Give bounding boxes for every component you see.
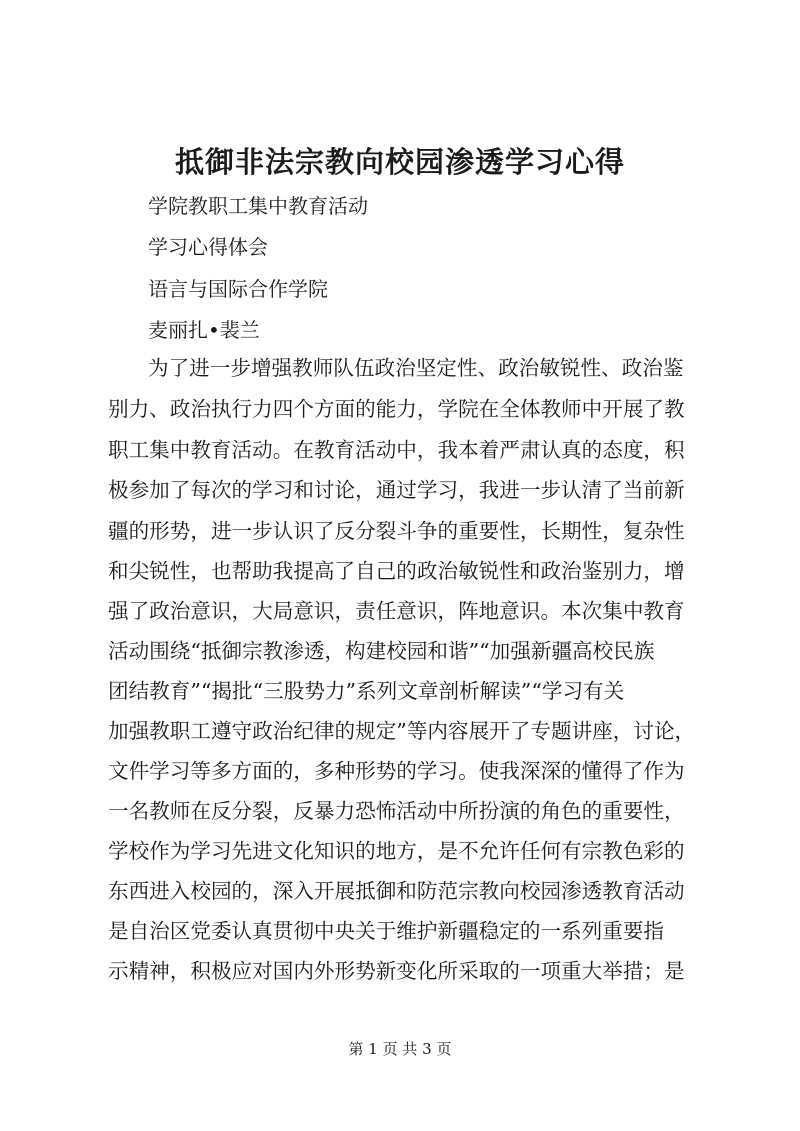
- body-line: 为了进一步增强教师队伍政治坚定性、政治敏锐性、政治鉴: [148, 356, 684, 380]
- body-line: 活动围绕“抵御宗教渗透，构建校园和谐”“加强新疆高校民族: [108, 639, 655, 663]
- body-line: 强了政治意识，大局意识，责任意识，阵地意识。本次集中教育: [108, 599, 685, 623]
- body-line: 示精神，积极应对国内外形势新变化所采取的一项重大举措；是: [108, 959, 685, 983]
- body-line: 团结教育”“揭批“三股势力”系列文章剖析解读”“学习有关: [108, 679, 625, 703]
- body-line: 职工集中教育活动。在教育活动中，我本着严肃认真的态度，积: [108, 438, 685, 462]
- body-line: 一名教师在反分裂，反暴力恐怖活动中所扮演的角色的重要性，: [108, 799, 685, 823]
- meta-line-author: 麦丽扎•裴兰: [148, 318, 260, 342]
- body-line: 极参加了每次的学习和讨论，通过学习，我进一步认清了当前新: [108, 478, 685, 502]
- body-line: 文件学习等多方面的，多种形势的学习。使我深深的懂得了作为: [108, 759, 685, 783]
- body-line: 是自治区党委认真贯彻中央关于维护新疆稳定的一系列重要指: [108, 919, 665, 943]
- page-footer: 第 1 页 共 3 页: [348, 1040, 452, 1058]
- body-line: 别力、政治执行力四个方面的能力，学院在全体教师中开展了教: [108, 397, 685, 421]
- body-line: 加强教职工遵守政治纪律的规定”等内容展开了专题讲座，讨论，: [108, 719, 696, 743]
- meta-line-subtitle: 学习心得体会: [148, 235, 268, 259]
- meta-line-activity: 学院教职工集中教育活动: [148, 194, 368, 218]
- body-line: 和尖锐性，也帮助我提高了自己的政治敏锐性和政治鉴别力，增: [108, 559, 685, 583]
- document-title: 抵御非法宗教向校园渗透学习心得: [174, 145, 625, 179]
- body-line: 东西进入校园的，深入开展抵御和防范宗教向校园渗透教育活动: [108, 879, 685, 903]
- body-line: 学校作为学习先进文化知识的地方，是不允许任何有宗教色彩的: [108, 839, 685, 863]
- body-line: 疆的形势，进一步认识了反分裂斗争的重要性，长期性，复杂性: [108, 519, 685, 543]
- meta-line-department: 语言与国际合作学院: [148, 277, 328, 301]
